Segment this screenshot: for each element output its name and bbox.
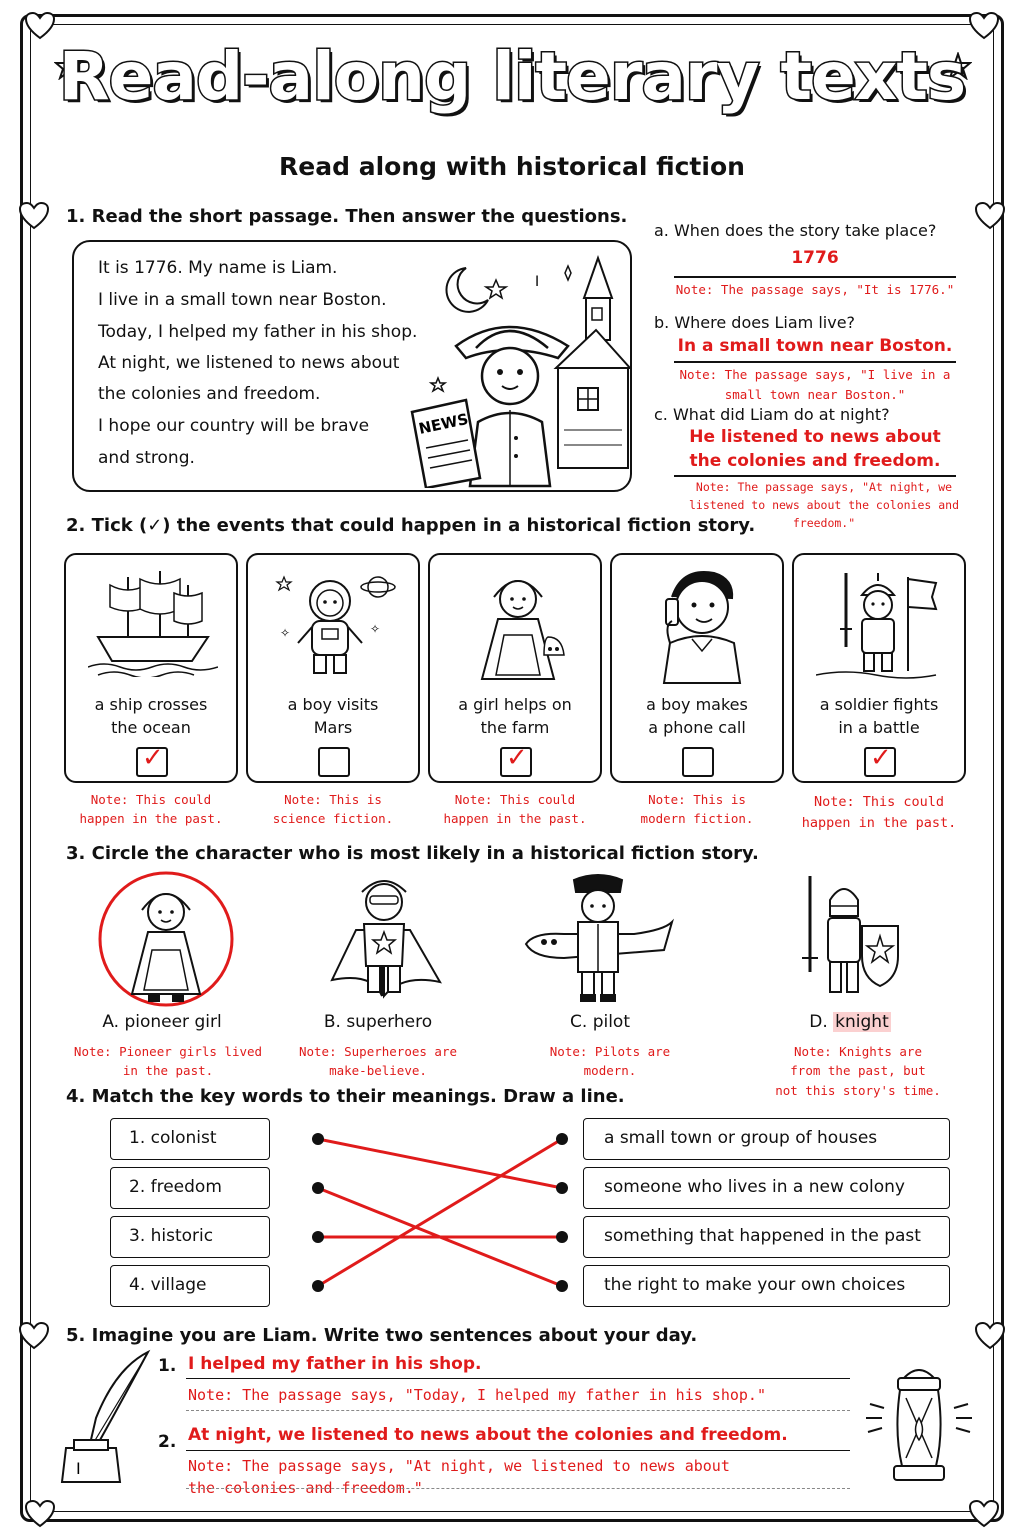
sentence-note: Note: The passage says, "Today, I helped my father in his shop." [188, 1386, 766, 1404]
note-line: Note: This could [90, 792, 212, 807]
note-line: Note: This could [454, 792, 576, 807]
event-label-line: a boy visits [287, 695, 379, 714]
match-meaning[interactable]: the right to make your own choices [583, 1265, 950, 1307]
note-line: not this story's time. [775, 1082, 941, 1098]
event-label-line: a phone call [648, 718, 746, 738]
match-word[interactable]: 3. historic [110, 1216, 270, 1258]
note-line: listened to news about the colonies and freedom." [688, 497, 960, 530]
news-label: NEWS [417, 409, 470, 438]
answer-1a: 1776 [791, 248, 839, 268]
note-line: Note: Knights are [794, 1044, 922, 1059]
match-dot-right[interactable] [556, 1231, 568, 1243]
note-line: the colonies and freedom." [188, 1478, 423, 1497]
match-dot-right[interactable] [556, 1280, 568, 1292]
question-1a: a. When does the story take place? [654, 221, 937, 240]
event-label-line: in a battle [838, 718, 920, 738]
question-2-heading: 2. Tick (✓) the events that could happen in a historical fiction story. [66, 515, 756, 536]
note-line: from the past, but [790, 1063, 926, 1079]
question-1b: b. Where does Liam live? [654, 313, 856, 332]
answer-line-text: the colonies and freedom. [689, 450, 941, 471]
answer-line-text: He listened to news about [689, 427, 941, 447]
match-dot-right[interactable] [556, 1133, 568, 1145]
passage-line: At night, we listened to news about [98, 353, 400, 373]
character-letter: C. [570, 1012, 588, 1032]
event-label-line: a ship crosses [94, 695, 208, 714]
match-dot-left[interactable] [312, 1231, 324, 1243]
character-name: superhero [346, 1012, 433, 1032]
match-meaning[interactable]: a small town or group of houses [583, 1118, 950, 1160]
event-label-line: a girl helps on [458, 695, 572, 714]
event-label-line: a boy makes [646, 695, 748, 714]
match-meaning[interactable]: someone who lives in a new colony [583, 1167, 950, 1209]
note-line: small town near Boston." [724, 387, 906, 402]
writing-line [186, 1450, 850, 1451]
character-letter: B. [323, 1012, 341, 1032]
lantern-icon [858, 1362, 980, 1492]
match-meaning[interactable]: something that happened in the past [583, 1216, 950, 1258]
match-dot-left[interactable] [312, 1133, 324, 1145]
question-1-heading: 1. Read the short passage. Then answer the questions. [66, 206, 628, 227]
match-word[interactable]: 2. freedom [110, 1167, 270, 1209]
question-1c: c. What did Liam do at night? [654, 405, 890, 424]
note-line: happen in the past. [801, 814, 957, 831]
worksheet-title: Read-along literary texts [58, 38, 966, 115]
event-label-line: the farm [480, 718, 550, 738]
character-letter: D. [809, 1012, 828, 1032]
passage-line: Today, I helped my father in his shop. [98, 322, 418, 342]
match-word[interactable]: 1. colonist [110, 1118, 270, 1160]
note-line: modern fiction. [640, 811, 754, 827]
match-line [318, 1139, 562, 1286]
passage-line: I hope our country will be brave [98, 416, 370, 436]
passage-line: It is 1776. My name is Liam. [98, 258, 338, 278]
note-line: Note: Pioneer girls lived [73, 1044, 263, 1059]
note-line: Note: Pilots are [549, 1044, 671, 1059]
question-4-heading: 4. Match the key words to their meanings. Draw a line. [66, 1086, 625, 1107]
note-line: happen in the past. [443, 811, 587, 827]
worksheet-subtitle: Read along with historical fiction [279, 152, 745, 181]
svg-text:✧: ✧ [370, 622, 381, 636]
writing-guide-line [186, 1410, 850, 1411]
note-line: Note: The passage says, "I live in a [679, 367, 951, 382]
event-label-line: the ocean [111, 718, 191, 738]
question-3-heading: 3. Circle the character who is most likely in a historical fiction story. [66, 843, 759, 864]
event-label-line: Mars [313, 718, 353, 738]
note-line: in the past. [122, 1063, 214, 1079]
passage-line: I live in a small town near Boston. [98, 290, 387, 310]
note-1a: Note: The passage says, "It is 1776." [675, 282, 955, 297]
writing-guide-line [186, 1488, 850, 1489]
note-line: Note: This is [284, 792, 382, 807]
sentence-number: 1. [158, 1356, 177, 1376]
question-5-heading: 5. Imagine you are Liam. Write two sentences about your day. [66, 1325, 698, 1346]
svg-text:I: I [535, 274, 540, 290]
passage-line: and strong. [98, 448, 195, 468]
checkmark-icon: ✓ [506, 743, 528, 773]
match-line [318, 1139, 562, 1188]
character-letter: A. [102, 1012, 120, 1032]
note-line: Note: The passage says, "At night, we [695, 480, 953, 494]
sentence-answer[interactable]: At night, we listened to news about the colonies and freedom. [188, 1425, 788, 1445]
note-line: happen in the past. [79, 811, 223, 827]
writing-line [186, 1378, 850, 1379]
note-line: Note: This could [813, 794, 945, 810]
svg-text:I: I [76, 1459, 81, 1478]
character-name: pilot [592, 1012, 630, 1032]
match-dot-left[interactable] [312, 1280, 324, 1292]
match-dot-right[interactable] [556, 1182, 568, 1194]
event-label-line: a soldier fights [819, 695, 939, 714]
match-word[interactable]: 4. village [110, 1265, 270, 1307]
note-line: science fiction. [272, 811, 394, 827]
match-dot-left[interactable] [312, 1182, 324, 1194]
checkmark-icon: ✓ [870, 743, 892, 773]
sentence-answer[interactable]: I helped my father in his shop. [188, 1354, 482, 1374]
passage-line: the colonies and freedom. [98, 384, 321, 404]
note-line: modern. [583, 1063, 637, 1079]
note-line: Note: This is [648, 792, 746, 807]
character-name: pioneer girl [124, 1012, 222, 1032]
checkmark-icon: ✓ [142, 743, 164, 773]
note-line: make-believe. [329, 1063, 427, 1079]
note-line: Note: Superheroes are [298, 1044, 458, 1059]
answer-1b: In a small town near Boston. [677, 336, 953, 356]
sentence-note [188, 1456, 730, 1500]
sentence-number: 2. [158, 1432, 177, 1452]
character-name: knight [835, 1012, 889, 1032]
svg-text:✧: ✧ [280, 626, 291, 640]
quill-ink-icon [56, 1348, 156, 1486]
note-line: Note: The passage says, "At night, we listened to news about [188, 1457, 730, 1475]
